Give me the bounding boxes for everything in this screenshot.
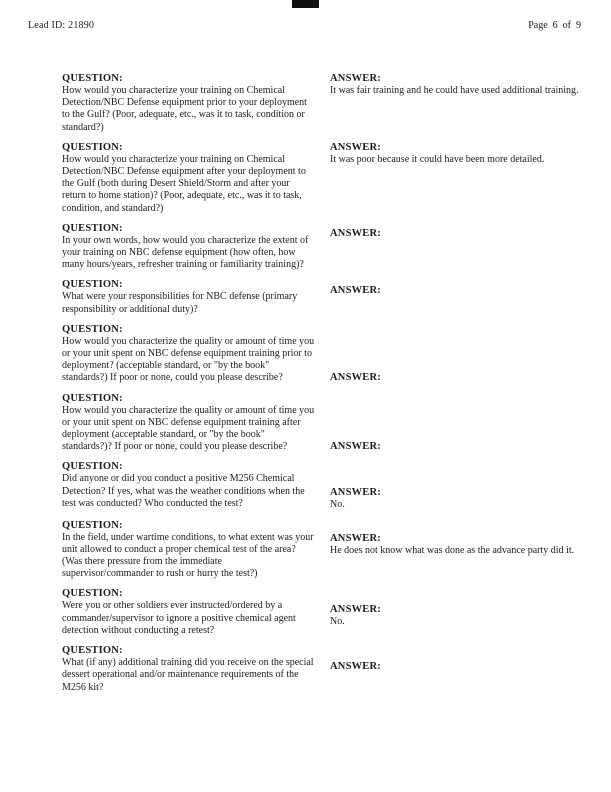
question-column xyxy=(62,278,316,315)
question-column xyxy=(62,460,316,510)
question-label: QUESTION: xyxy=(62,392,123,404)
answer-label: ANSWER: xyxy=(330,371,381,383)
answer-column xyxy=(330,371,582,384)
question-column xyxy=(62,392,316,454)
question-column xyxy=(62,323,316,385)
question-column xyxy=(62,587,316,637)
question-text: In the field, under wartime conditions, to what extent was your unit allowed to conduct a proper chemical test of the area? (Was there pressure from the immediate supervisor/commander to rush or hurry the test?) xyxy=(62,531,314,580)
question-label: QUESTION: xyxy=(62,461,123,473)
answer-text: It was fair training and he could have used additional training. xyxy=(330,85,579,96)
question-label: QUESTION: xyxy=(62,141,123,153)
qa-pair xyxy=(0,222,611,272)
page-header xyxy=(28,20,581,31)
answer-label: ANSWER: xyxy=(330,604,381,616)
question-text: How would you characterize your training on Chemical Detection/NBC Defense equipment after your deployment to the Gulf (both during Desert Shield/Storm and after your return to home station)? (Poor, adequate, etc., was it to task, condition, and standard?) xyxy=(62,153,306,214)
question-column xyxy=(62,222,316,272)
qa-pair xyxy=(0,587,611,637)
answer-column xyxy=(330,227,582,240)
qa-pair xyxy=(0,72,611,134)
answer-label: ANSWER: xyxy=(330,440,381,452)
page-number: Page 6 of 9 xyxy=(528,20,581,31)
answer-label: ANSWER: xyxy=(330,285,381,297)
answer-column xyxy=(330,486,582,511)
question-column xyxy=(62,141,316,215)
question-text: Were you or other soldiers ever instructed/ordered by a commander/supervisor to ignore a positive chemical agent detection without conducting a retest? xyxy=(62,600,296,636)
qa-list xyxy=(0,72,611,701)
answer-text: He does not know what was done as the advance party did it. xyxy=(330,544,575,556)
answer-label: ANSWER: xyxy=(330,487,381,499)
qa-pair xyxy=(0,392,611,454)
qa-pair xyxy=(0,460,611,511)
answer-label: ANSWER: xyxy=(330,227,381,239)
answer-text: No. xyxy=(330,616,345,628)
question-label: QUESTION: xyxy=(62,645,123,657)
scan-artifact-mark xyxy=(292,0,319,8)
answer-column xyxy=(330,440,582,453)
question-column xyxy=(62,644,316,694)
question-text: In your own words, how would you characterize the extent of your training on NBC defense equipment (how often, how many hours/years, refresher training or familiarity training)? xyxy=(62,234,309,271)
answer-column xyxy=(330,72,582,97)
answer-column xyxy=(330,603,582,628)
qa-pair xyxy=(0,519,611,581)
question-label: QUESTION: xyxy=(62,222,123,234)
question-label: QUESTION: xyxy=(62,279,123,291)
answer-label: ANSWER: xyxy=(330,661,381,673)
question-text: What were your responsibilities for NBC defense (primary responsibility or additional duty)? xyxy=(62,291,298,315)
question-label: QUESTION: xyxy=(62,588,123,600)
answer-column xyxy=(330,660,582,673)
answer-column xyxy=(330,284,582,297)
question-label: QUESTION: xyxy=(62,73,123,84)
question-label: QUESTION: xyxy=(62,323,123,335)
question-label: QUESTION: xyxy=(62,519,123,531)
question-text: How would you characterize your training on Chemical Detection/NBC Defense equipment prior to your deployment to the Gulf? (Poor, adequate, etc., was it to task, condition or standard?) xyxy=(62,85,307,133)
lead-id: Lead ID: 21890 xyxy=(28,20,95,31)
qa-pair xyxy=(0,323,611,385)
question-text: Did anyone or did you conduct a positive M256 Chemical Detection? If yes, what was the weather conditions when the test was conducted? Who conducted the test? xyxy=(62,473,305,509)
answer-label: ANSWER: xyxy=(330,73,381,84)
answer-column xyxy=(330,532,582,557)
question-column xyxy=(62,72,316,134)
answer-label: ANSWER: xyxy=(330,141,381,153)
answer-column xyxy=(330,141,582,166)
qa-pair xyxy=(0,141,611,215)
qa-pair xyxy=(0,644,611,694)
answer-text: No. xyxy=(330,499,345,511)
question-text: How would you characterize the quality or amount of time you or your unit spent on NBC defense equipment training prior to deployment? (acceptable standard, or "by the book" standards?) If poor or none, could you please describe? xyxy=(62,335,315,384)
question-text: How would you characterize the quality or amount of time you or your unit spent on NBC defense equipment training after deployment (acceptable standard, or "by the book" standards?)? If poor or none, could you please describe? xyxy=(62,404,315,453)
question-column xyxy=(62,519,316,581)
question-text: What (if any) additional training did you receive on the special dessert operational and/or maintenance requirements of the M256 kit? xyxy=(62,657,314,693)
answer-label: ANSWER: xyxy=(330,532,381,544)
qa-pair xyxy=(0,278,611,315)
answer-text: It was poor because it could have been more detailed. xyxy=(330,153,545,165)
